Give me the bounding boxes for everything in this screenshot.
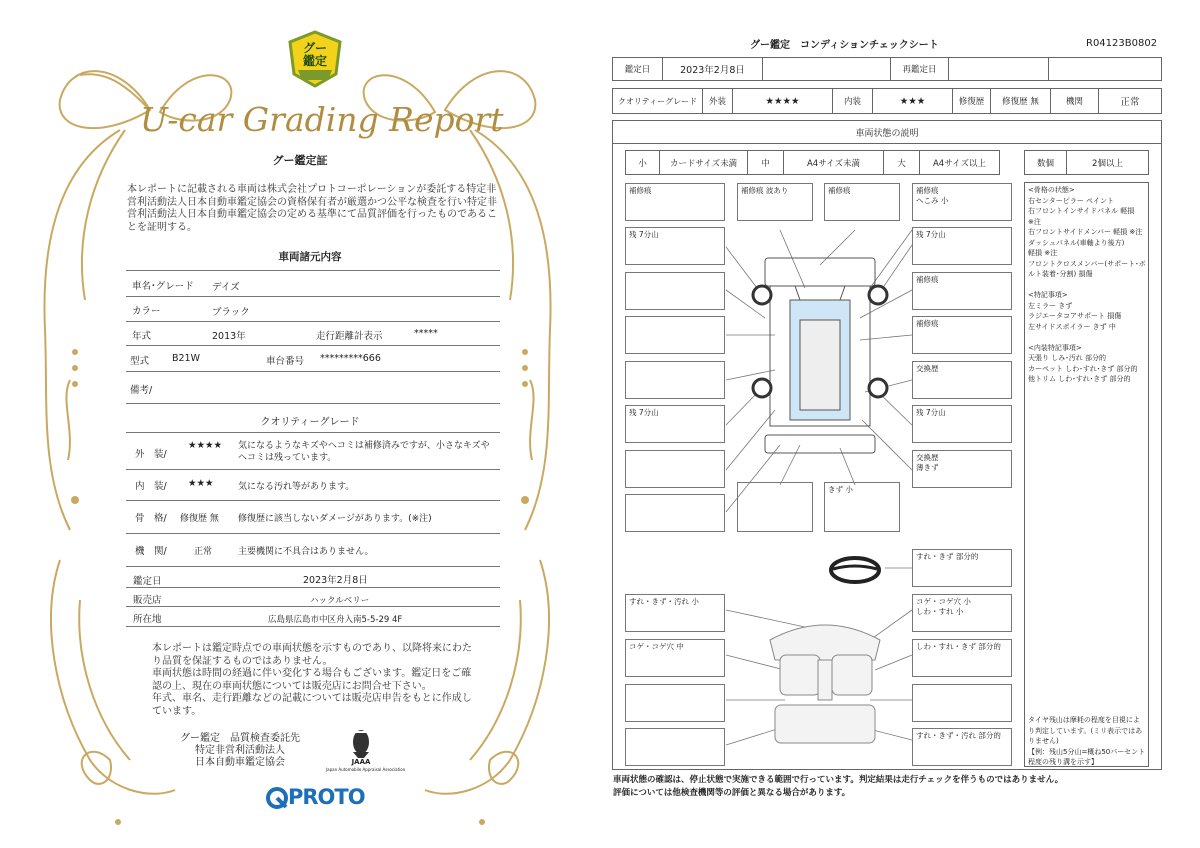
state-title: 車両状態の説明 <box>855 129 919 139</box>
address-value: 広島県広島市中区舟入南5-5-29 4F <box>268 615 403 625</box>
steering-damage-box: すれ・きず 部分的 <box>912 549 1012 587</box>
address-label: 所在地 <box>133 614 162 625</box>
exterior-label-right: 外装 <box>703 89 733 113</box>
interior-stars: ★★★ <box>873 89 953 113</box>
report-title: U-car Grading Report <box>140 100 504 139</box>
condition-check-sheet <box>600 0 1200 848</box>
certification-intro: 本レポートに記載される車両は株式会社プロトコーポレーションが委託する特定非営利活動法人日本自動車鑑定協会の資格保有者が厳選かつ公平な検査を行い特定非営利活動法人日本自動車鑑定協会の定める基準にて品質評価を行ったものであることを証明する。 <box>127 184 497 233</box>
footnote-1: 車両状態の確認は、停止状態で実施できる範囲で行っています。判定結果は走行チェックを伴うものではありません。 <box>613 775 1064 785</box>
legend-small-desc: カードサイズ未満 <box>660 151 748 174</box>
count-label: 数個 <box>1025 151 1067 174</box>
year-value: 2013年 <box>212 331 246 342</box>
exterior-stars: ★★★★ <box>733 89 833 113</box>
legend-large: 大 <box>884 151 920 174</box>
date-value: 2023年2月8日 <box>663 58 763 80</box>
damage-box-right-7: 交換歴 薄きず <box>912 450 1012 488</box>
exterior-text: 気になるようなキズやヘコミは補修済みですが、小さなキズや ヘコミは残っています。 <box>238 441 490 463</box>
sheet-title: グー鑑定 コンディションチェックシート <box>750 40 939 51</box>
damage-box-front-left: 補修痕 <box>625 183 725 221</box>
interior-label: 内 装/ <box>135 481 167 492</box>
dealer-label: 販売店 <box>133 595 162 606</box>
damage-box-front-mid-right: 補修痕 <box>824 183 900 221</box>
mileage-value: ***** <box>414 328 438 339</box>
repair-history-value: 修復歴 無 <box>991 89 1051 113</box>
interior-box-left-3 <box>625 684 725 722</box>
damage-box-front-mid-left: 補修痕 波あり <box>737 183 813 221</box>
frame-notes: <骨格の状態> 右センターピラー ペイント 右フロントインサイドパネル 軽損 ※注 右フロントサイドメンバー 軽損 ※注 ダッシュパネル(車軸より後方) 軽損 ※注 フロントクロスメンバー(サポート･ボルト装着･分割) 損傷 <特記事項> 左ミラー きず ラジエータコアサポート 損傷 左サイドスポイラー きず 中 <内装特記事項> 天張り しみ･汚れ 部分的 カーペット しわ･すれ･きず 部分的 他トリム しわ･すれ･きず 部分的 <box>1028 186 1146 383</box>
damage-box-left-4 <box>625 316 725 354</box>
interior-box-left-2: コゲ・コゲ穴 中 <box>625 639 725 677</box>
jaaa-subtitle: Japan Automobile Appraisal Association <box>326 767 406 772</box>
damage-box-right-5: 交換歴 <box>912 361 1012 399</box>
sheet-code: R04123B0802 <box>1086 38 1158 49</box>
engine-value-right: 正常 <box>1120 97 1140 108</box>
repair-history-label: 修復歴 <box>953 89 991 113</box>
frame-label: 骨 格/ <box>135 513 167 524</box>
model-value: B21W <box>172 353 200 364</box>
date-label: 鑑定日 <box>613 58 663 80</box>
appraisal-date-value: 2023年2月8日 <box>303 575 368 586</box>
legend-large-desc: A4サイズ以上 <box>932 158 987 169</box>
recheck-label: 再鑑定日 <box>891 58 949 80</box>
damage-box-right-4: 補修痕 <box>912 316 1012 354</box>
model-label: 型式 <box>130 356 150 367</box>
engine-label: 機 関/ <box>135 546 167 557</box>
legend-small: 小 <box>626 151 660 174</box>
frame-grade: 修復歴 無 <box>180 514 219 524</box>
tire-box-front-left: 残 7分山 <box>625 227 725 265</box>
damage-box-front-right: 補修痕 へこみ 小 <box>912 183 1012 221</box>
damage-box-rear-mid-left <box>737 482 813 532</box>
count-value: 2個以上 <box>1092 158 1123 169</box>
engine-label-right: 機関 <box>1051 89 1099 113</box>
exterior-label: 外 装/ <box>135 449 167 460</box>
goo-appraisal-badge <box>286 30 344 88</box>
car-top-view-diagram <box>750 250 890 460</box>
car-name-value: デイズ <box>212 282 240 293</box>
damage-box-left-7 <box>625 450 725 488</box>
tire-box-rear-left: 残 7分山 <box>625 405 725 443</box>
tire-box-front-right: 残 7分山 <box>912 227 1012 265</box>
damage-box-rear-mid-right: きず 小 <box>824 482 900 532</box>
damage-box-left-3 <box>625 272 725 310</box>
badge-label: グー 鑑定 <box>302 41 327 68</box>
chassis-label: 車台番号 <box>266 356 305 367</box>
exterior-grade: ★★★★ <box>188 440 223 451</box>
damage-box-left-5 <box>625 361 725 399</box>
interior-label-right: 内装 <box>833 89 873 113</box>
interior-box-right-4: すれ・きず・汚れ 部分的 <box>912 728 1012 766</box>
remarks-label: 備考/ <box>130 385 153 396</box>
interior-box-left-1: すれ・きず・汚れ 小 <box>625 594 725 632</box>
interior-box-right-3 <box>912 684 1012 722</box>
chassis-value: *********666 <box>320 353 381 364</box>
legend-medium-desc: A4サイズ未満 <box>784 151 884 174</box>
jaaa-logo <box>326 728 406 778</box>
legend-medium: 中 <box>748 151 784 174</box>
engine-text: 主要機関に不具合はありません。 <box>238 547 374 557</box>
jaaa-label: JAAA <box>351 758 371 766</box>
interior-box-right-1: コゲ・コゲ穴 小 しわ・すれ 小 <box>912 594 1012 632</box>
steering-wheel-icon <box>827 555 883 585</box>
proto-logo <box>266 785 376 811</box>
quality-section-title: クオリティーグレード <box>260 417 360 428</box>
disclaimer-text: 本レポートは鑑定時点での車両状態を示すものであり、以降将来にわたり品質を保証するものではありません。 車両状態は時間の経過に伴い変化する場合もございます。鑑定日をご確認の上、現在の車両状態については販売店にお問合せ下さい。 年式、車名、走行距離などの記載については販売店申告をもとに作成しています。 <box>152 643 472 717</box>
footnote-2: 評価については他検査機関等の評価と異なる場合があります。 <box>613 788 851 798</box>
interior-text: 気になる汚れ等があります。 <box>238 482 355 492</box>
damage-box-rear-left <box>625 494 725 532</box>
frame-text: 修復歴に該当しないダメージがあります。(※注) <box>238 514 432 524</box>
grade-label: クオリティーグレード <box>613 89 703 113</box>
organization-name: グー鑑定 品質検査委託先 特定非営利活動法人 日本自動車鑑定協会 <box>180 733 300 768</box>
interior-grade: ★★★ <box>188 478 214 489</box>
proto-wordmark: PROTO <box>288 785 365 809</box>
tire-note: タイヤ残山は摩耗の程度を目視により判定しています。(ミリ表示ではありません) 【例：残山5分山=概ね50パーセント程度の残り溝を示す】 <box>1028 716 1146 766</box>
car-name-label: 車名･グレード <box>132 281 194 292</box>
interior-diagram <box>760 610 890 750</box>
color-value: ブラック <box>212 307 250 318</box>
color-label: カラー <box>132 306 161 317</box>
interior-box-right-2: しわ・すれ・きず 部分的 <box>912 639 1012 677</box>
damage-box-right-3: 補修痕 <box>912 272 1012 310</box>
tire-box-rear-right: 残 7分山 <box>912 405 1012 443</box>
certificate-title: グー鑑定証 <box>272 154 328 167</box>
interior-box-left-4 <box>625 728 725 766</box>
mileage-label: 走行距離計表示 <box>316 331 383 342</box>
year-label: 年式 <box>132 331 152 342</box>
dealer-value: ハックルベリー <box>310 596 370 606</box>
spec-section-title: 車両諸元内容 <box>278 251 342 263</box>
appraisal-date-label: 鑑定日 <box>133 576 162 587</box>
engine-grade: 正常 <box>194 547 213 557</box>
